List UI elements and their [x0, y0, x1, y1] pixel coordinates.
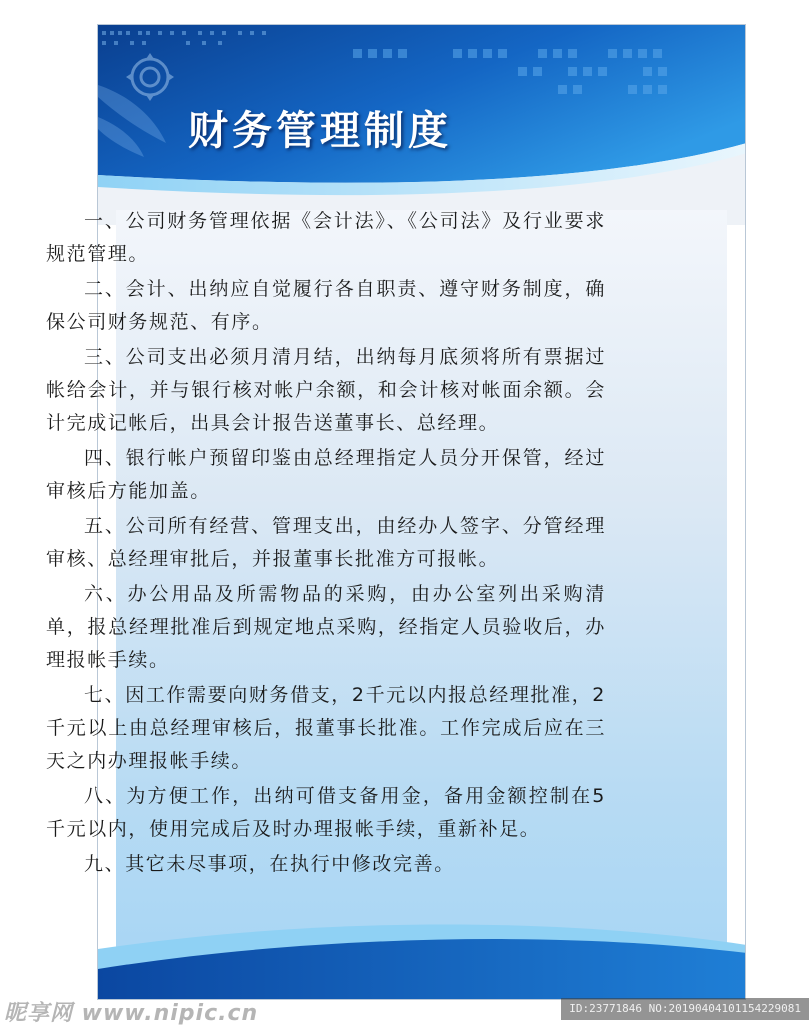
rule-item: 九、其它未尽事项，在执行中修改完善。 [84, 853, 455, 875]
watermark-bar [0, 996, 809, 1024]
rules-list [46, 205, 606, 883]
watermark-id: ID:23771846 NO:20190404101154229081 [561, 998, 809, 1020]
rule-item: 一、公司财务管理依据《会计法》、《公司法》及行业要求规范管理。 [46, 210, 606, 265]
page-title: 财务管理制度 [188, 108, 452, 154]
rule-item: 三、公司支出必须月清月结，出纳每月底须将所有票据过帐给会计，并与银行核对帐户余额，和会计核对帐面余额。会计完成记帐后，出具会计报告送董事长、总经理。 [46, 346, 606, 434]
rule-item: 五、公司所有经营、管理支出，由经办人签字、分管经理审核、总经理审批后，并报董事长批准方可报帐。 [46, 515, 606, 570]
rule-item: 四、银行帐户预留印鉴由总经理指定人员分开保管，经过审核后方能加盖。 [46, 447, 606, 502]
rule-item: 二、会计、出纳应自觉履行各自职责、遵守财务制度，确保公司财务规范、有序。 [46, 278, 606, 333]
footer-wave [98, 919, 746, 999]
rule-item: 八、为方便工作，出纳可借支备用金，备用金额控制在5千元以内，使用完成后及时办理报帐手续，重新补足。 [46, 785, 606, 840]
rule-item: 七、因工作需要向财务借支，2千元以内报总经理批准，2千元以上由总经理审核后，报董事长批准。工作完成后应在三天之内办理报帐手续。 [46, 684, 606, 772]
watermark-logo: 昵享网 www.nipic.cn [4, 1001, 259, 1026]
rule-item: 六、办公用品及所需物品的采购，由办公室列出采购清单，报总经理批准后到规定地点采购，经指定人员验收后，办理报帐手续。 [46, 583, 606, 671]
